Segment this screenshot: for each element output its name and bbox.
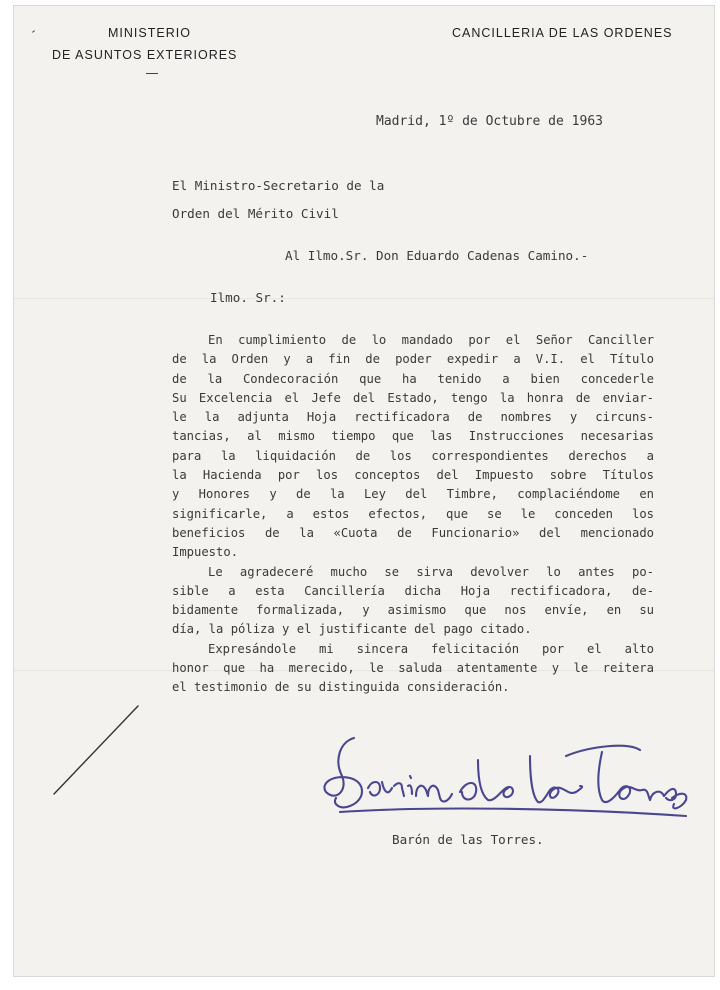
body-line: día, la póliza y el justificante del pago citado.: [172, 622, 532, 637]
letterhead-line: DE ASUNTOS EXTERIORES: [52, 48, 238, 62]
letterhead-line: MINISTERIO: [108, 26, 191, 40]
body-line: tancias, al mismo tiempo que las Instrucciones necesarias: [172, 429, 654, 444]
body-line: significarle, a estos efectos, que se le conceden los: [172, 506, 654, 521]
body-line: de la Condecoración que ha tenido a bien concederle: [172, 371, 654, 386]
body-line: bidamente formalizada, y asimismo que nos envíe, en su: [172, 603, 654, 618]
sender-line: El Ministro-Secretario de la: [172, 178, 385, 193]
handwritten-signature: [310, 726, 710, 831]
body-line: de la Orden y a fin de poder expedir a V.I. el Título: [172, 352, 654, 367]
body-line: el testimonio de su distinguida consideración.: [172, 680, 510, 695]
body-line: Expresándole mi sincera felicitación por el alto: [208, 641, 654, 656]
paper-fold: [14, 298, 714, 300]
body-line: le la adjunta Hoja rectificadora de nombres y circuns-: [172, 410, 654, 425]
salutation: Ilmo. Sr.:: [210, 290, 286, 305]
body-line: la Hacienda por los conceptos del Impuesto sobre Títulos: [172, 468, 654, 483]
body-line: y Honores y de la Ley del Timbre, complaciéndome en: [172, 487, 654, 502]
body-line: beneficios de la «Cuota de Funcionario» del mencionado: [172, 525, 654, 540]
body-line: sible a esta Cancillería dicha Hoja rectificadora, de-: [172, 583, 654, 598]
letterhead-chancery: CANCILLERIA DE LAS ORDENES: [452, 26, 673, 40]
body-line: Su Excelencia el Jefe del Estado, tengo la honra de enviar-: [172, 390, 654, 405]
letter-date: Madrid, 1º de Octubre de 1963: [376, 114, 603, 129]
body-line: En cumplimiento de lo mandado por el Señor Canciller: [208, 333, 654, 347]
body-line: honor que ha merecido, le saluda atentamente y le reitera: [172, 661, 654, 676]
recipient-line: Al Ilmo.Sr. Don Eduardo Cadenas Camino.-: [285, 248, 589, 263]
body-line: Le agradeceré mucho se sirva devolver lo antes po-: [208, 564, 654, 579]
signature-name: Barón de las Torres.: [392, 832, 544, 847]
ink-stroke: [50, 700, 170, 800]
body-line: para la liquidación de los correspondientes derechos a: [172, 448, 654, 463]
letterhead-rule: [146, 73, 158, 74]
letterhead-ministry: [52, 22, 237, 66]
sender-line: Orden del Mérito Civil: [172, 206, 339, 221]
body-line: Impuesto.: [172, 545, 239, 560]
letter-body: [172, 331, 654, 698]
